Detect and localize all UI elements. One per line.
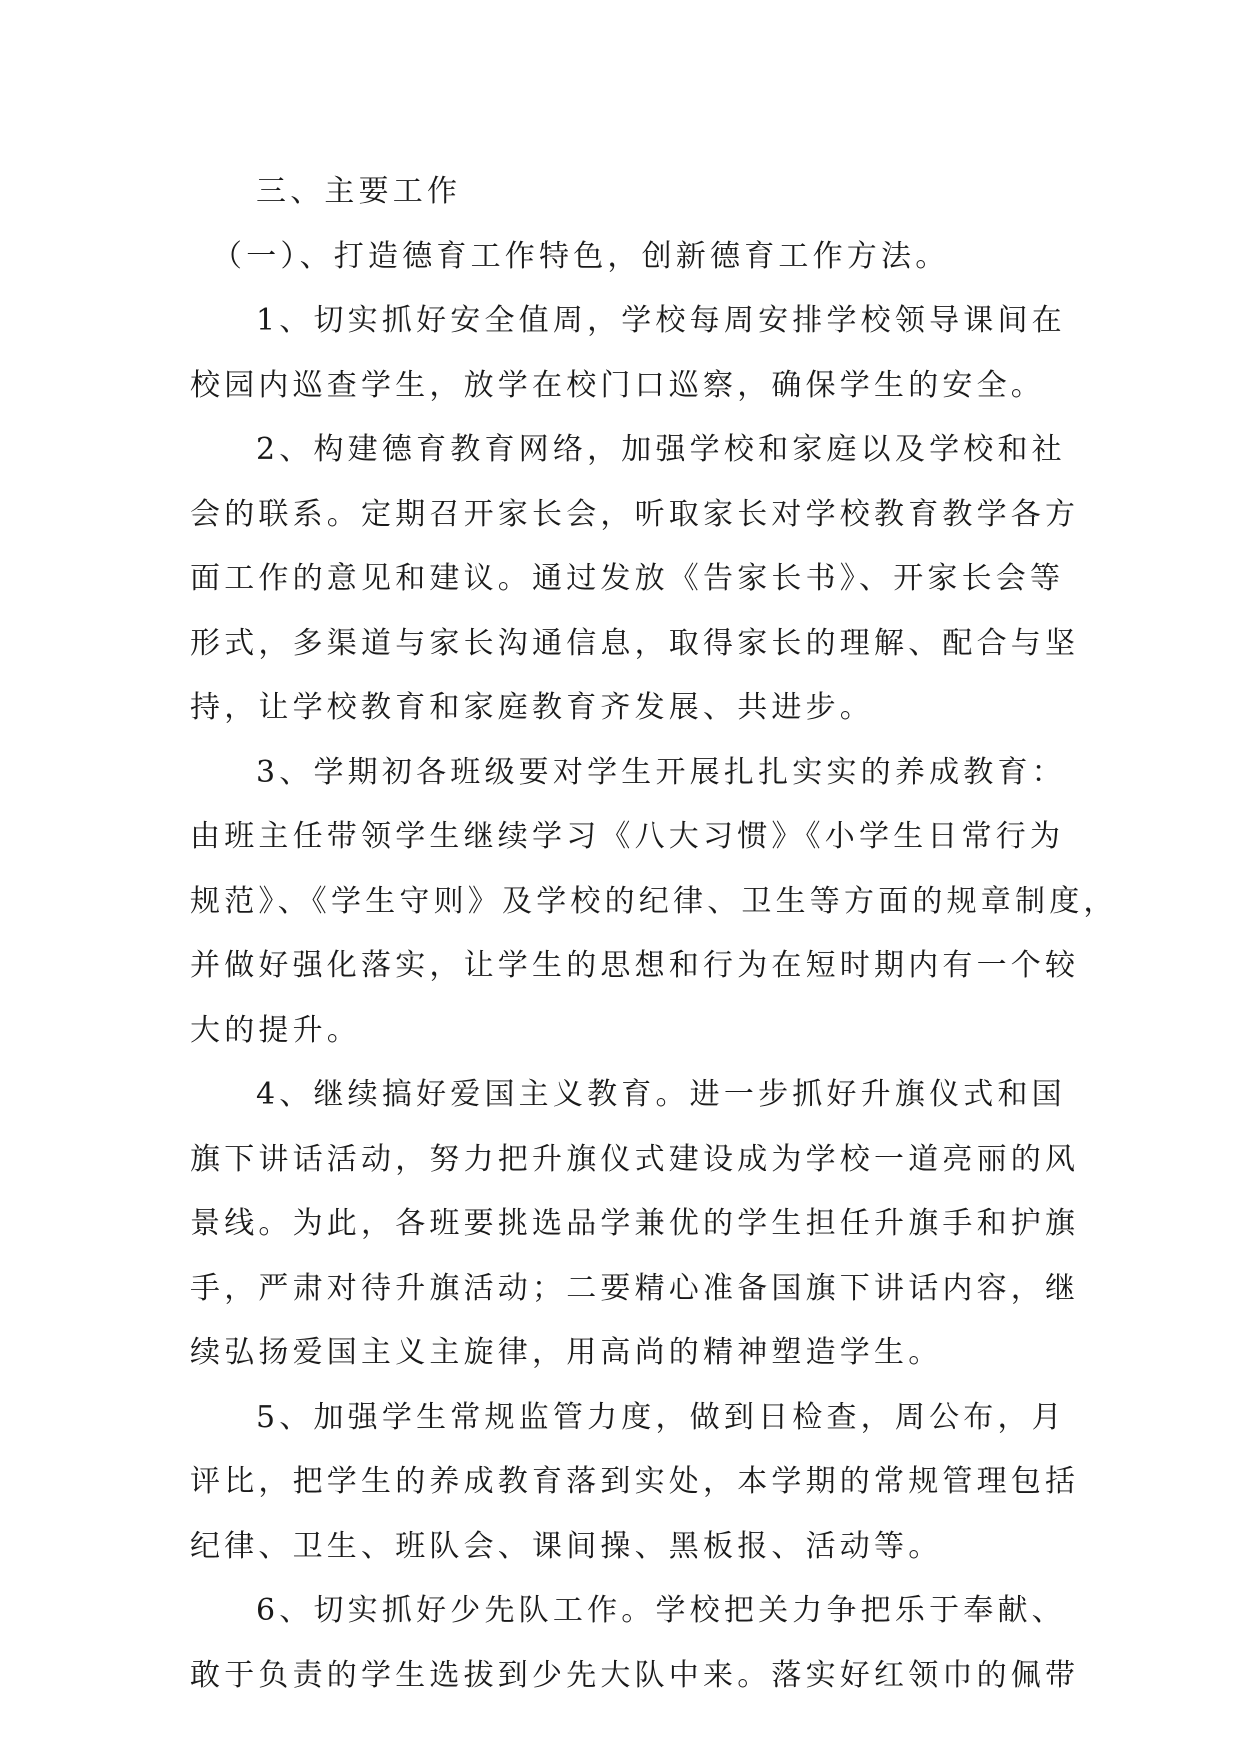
paragraph-line: 形式，多渠道与家长沟通信息，取得家长的理解、配合与坚 <box>190 625 1080 661</box>
document-body <box>190 160 1118 1708</box>
paragraph-line: 并做好强化落实，让学生的思想和行为在短时期内有一个较 <box>190 948 1080 983</box>
paragraph-line: 手，严肃对待升旗活动；二要精心准备国旗下讲话内容，继 <box>190 1270 1080 1306</box>
paragraph-line: 会的联系。定期召开家长会，听取家长对学校教育教学各方 <box>190 496 1080 532</box>
paragraph-line: 旗下讲话活动，努力把升旗仪式建设成为学校一道亮丽的风 <box>190 1141 1080 1177</box>
paragraph-line: 3、学期初各班级要对学生开展扎扎实实的养成教育： <box>256 754 1066 790</box>
paragraph-line: 6、切实抓好少先队工作。学校把关力争把乐于奉献、 <box>256 1593 1066 1628</box>
paragraph-line: 持，让学校教育和家庭教育齐发展、共进步。 <box>190 690 874 725</box>
paragraph-line: 由班主任带领学生继续学习《八大习惯》《小学生日常行为 <box>190 819 1065 854</box>
subsection-heading: （一）、打造德育工作特色，创新德育工作方法。 <box>212 238 950 274</box>
paragraph-line: 规范》、《学生守则》及学校的纪律、卫生等方面的规章制度， <box>190 883 1118 919</box>
paragraph-line: 景线。为此，各班要挑选品学兼优的学生担任升旗手和护旗 <box>190 1206 1080 1241</box>
paragraph-line: 4、继续搞好爱国主义教育。进一步抓好升旗仪式和国 <box>256 1077 1066 1112</box>
paragraph-line: 5、加强学生常规监管力度，做到日检查，周公布，月 <box>256 1399 1066 1435</box>
paragraph-line: 续弘扬爱国主义主旋律，用高尚的精神塑造学生。 <box>190 1335 943 1370</box>
section-heading: 三、主要工作 <box>256 174 462 209</box>
paragraph-line: 校园内巡查学生，放学在校门口巡察，确保学生的安全。 <box>190 367 1045 403</box>
paragraph-line: 敢于负责的学生选拔到少先大队中来。落实好红领巾的佩带 <box>190 1657 1080 1693</box>
paragraph-line: 评比，把学生的养成教育落到实处，本学期的常规管理包括 <box>190 1464 1080 1499</box>
paragraph-line: 1、切实抓好安全值周，学校每周安排学校领导课间在 <box>256 303 1066 338</box>
paragraph-line: 纪律、卫生、班队会、课间操、黑板报、活动等。 <box>190 1528 943 1564</box>
paragraph-line: 面工作的意见和建议。通过发放《告家长书》、开家长会等 <box>190 561 1065 596</box>
paragraph-line: 2、构建德育教育网络，加强学校和家庭以及学校和社 <box>256 432 1066 467</box>
paragraph-line: 大的提升。 <box>190 1012 361 1048</box>
